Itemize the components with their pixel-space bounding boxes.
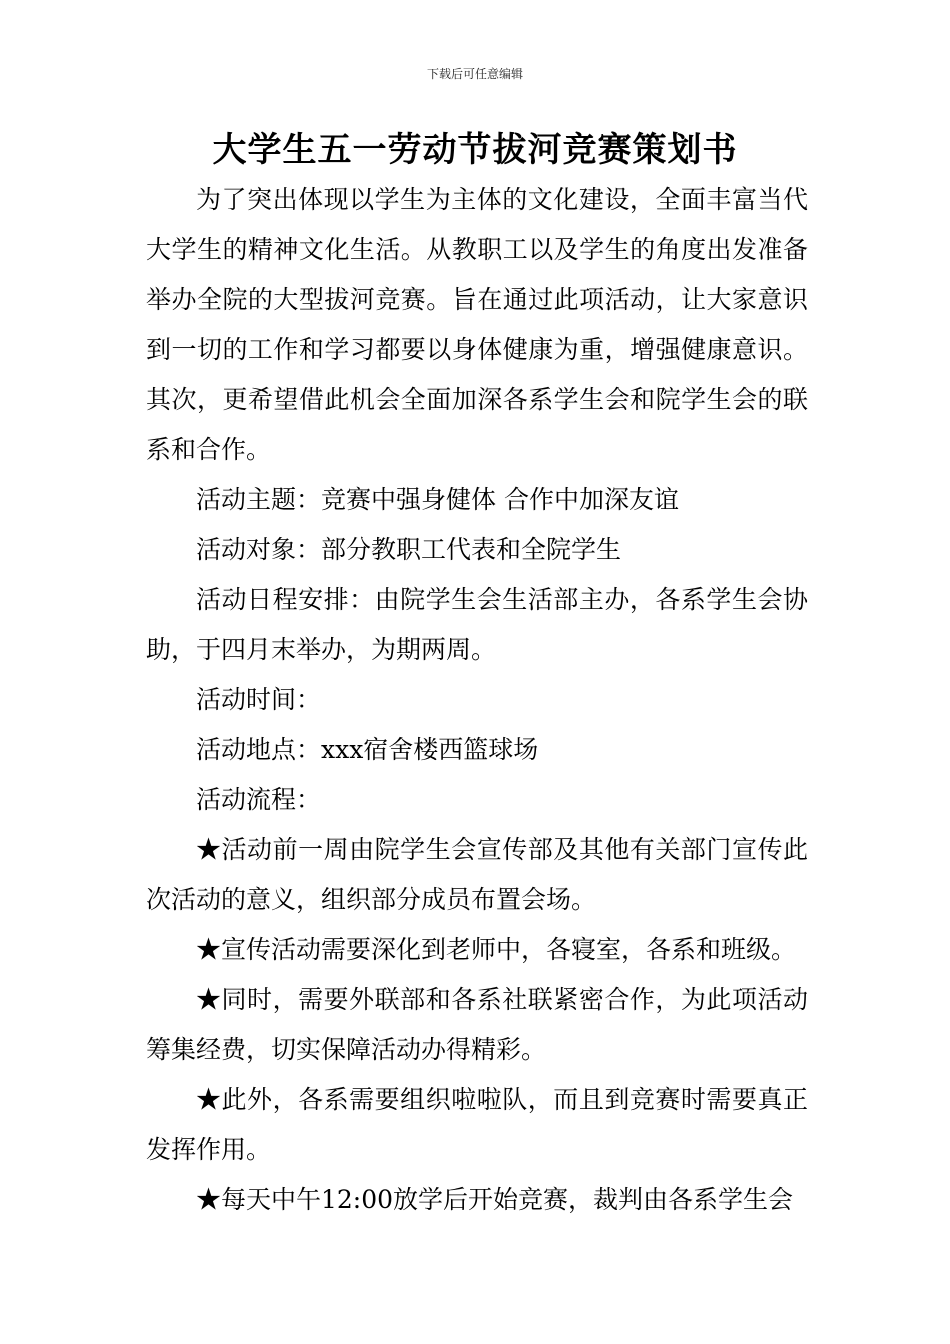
activity-location: 活动地点：xxx宿舍楼西篮球场 — [196, 735, 539, 764]
process-item: ★同时，需要外联部和各系社联紧密合作，为此项活动筹集经费，切实保障活动办得精彩。 — [146, 985, 808, 1064]
header-note: 下载后可任意编辑 — [426, 67, 523, 81]
intro-paragraph: 为了突出体现以学生为主体的文化建设，全面丰富当代大学生的精神文化生活。从教职工以及学生的角度出发准备举办全院的大型拔河竞赛。旨在通过此项活动，让大家意识到一切的工作和学习都要以身体健康为重，增强健康意识。其次，更希望借此机会全面加深各系学生会和院学生会的联系和合作。 — [146, 185, 808, 464]
activity-theme: 活动主题：竞赛中强身健体 合作中加深友谊 — [196, 485, 679, 514]
process-item: ★宣传活动需要深化到老师中，各寝室，各系和班级。 — [196, 935, 797, 964]
process-item: ★活动前一周由院学生会宣传部及其他有关部门宣传此次活动的意义，组织部分成员布置会场。 — [146, 835, 808, 914]
activity-process-heading: 活动流程： — [196, 785, 322, 814]
page-title: 大学生五一劳动节拔河竞赛策划书 — [212, 130, 738, 170]
activity-audience: 活动对象：部分教职工代表和全院学生 — [196, 535, 622, 564]
document-body — [146, 175, 808, 1225]
activity-time: 活动时间： — [196, 685, 322, 714]
process-item: ★此外，各系需要组织啦啦队，而且到竞赛时需要真正发挥作用。 — [146, 1085, 808, 1164]
activity-schedule: 活动日程安排：由院学生会生活部主办，各系学生会协助，于四月末举办，为期两周。 — [146, 585, 808, 664]
process-item: ★每天中午12:00放学后开始竞赛，裁判由各系学生会 — [196, 1185, 794, 1214]
